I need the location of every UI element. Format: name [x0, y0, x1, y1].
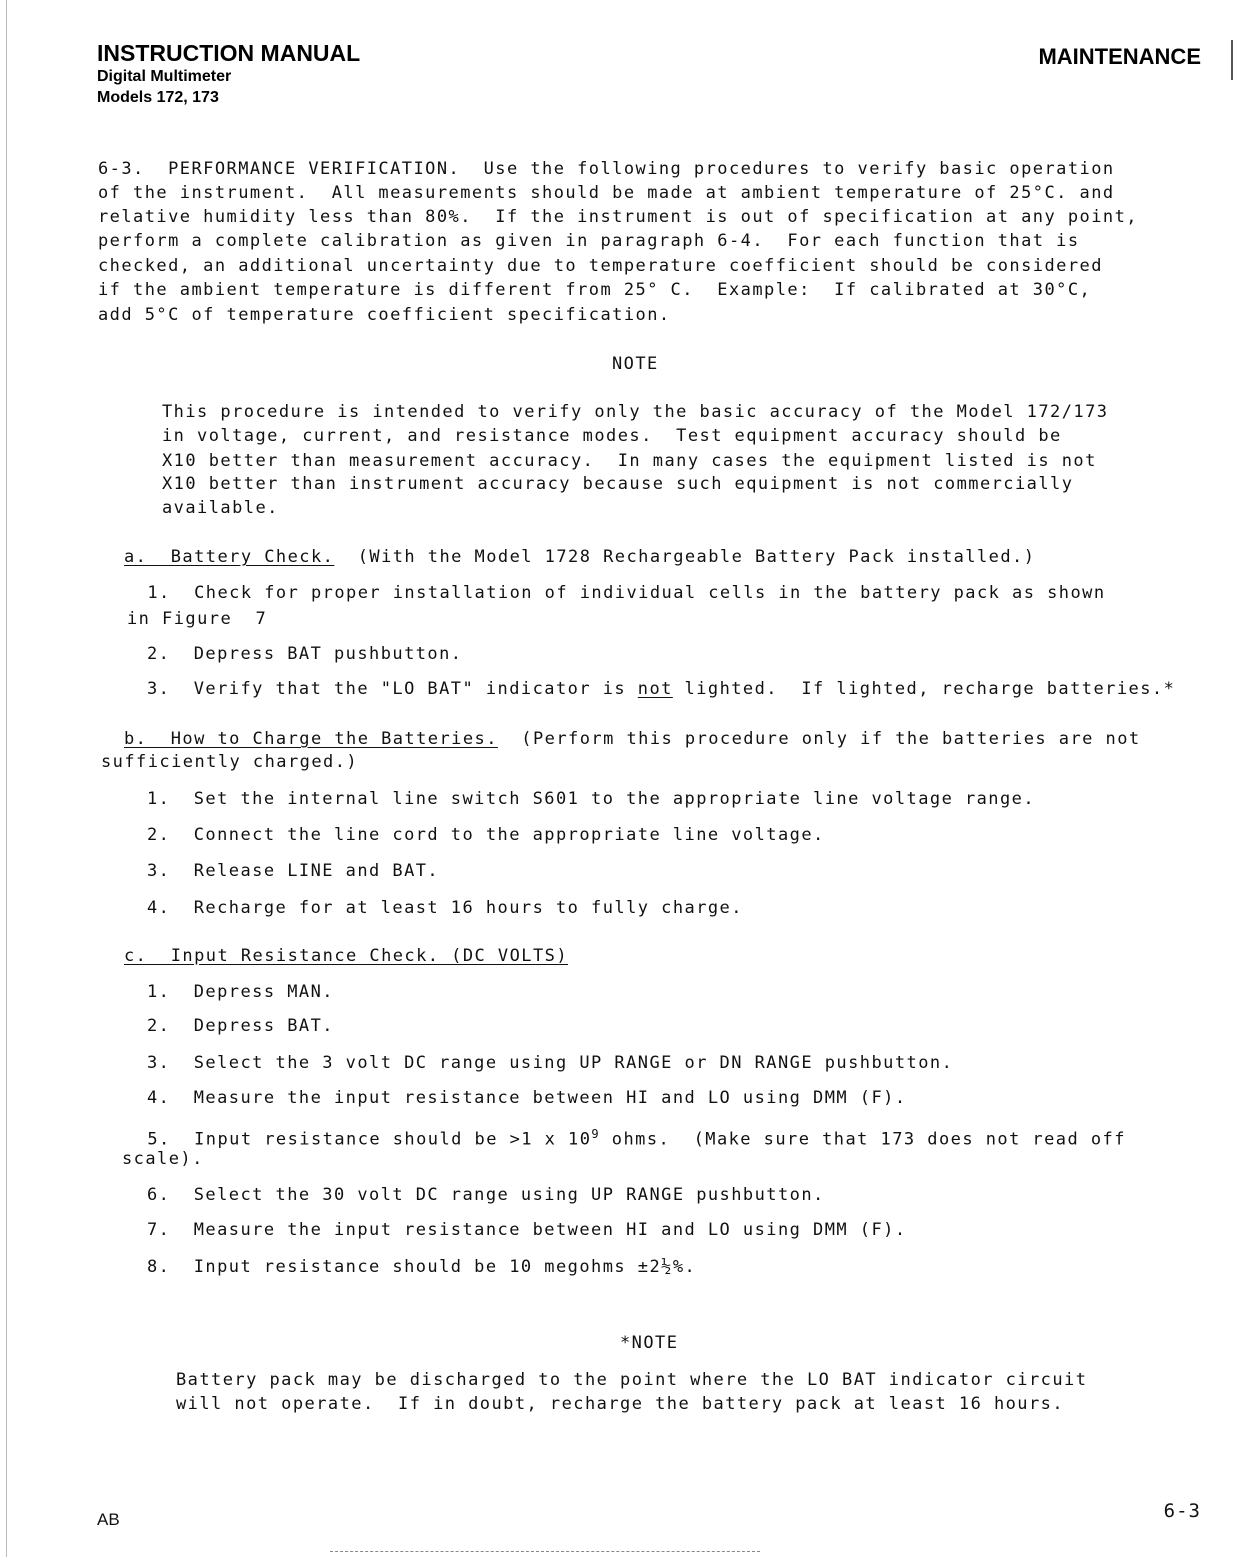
footer-code: AB — [97, 1510, 120, 1529]
step-text: ohms. (Make sure that 173 does not read off — [600, 1129, 1126, 1150]
section-a-description: (With the Model 1728 Rechargeable Battery Pack installed.) — [334, 547, 1036, 567]
manual-title: INSTRUCTION MANUAL — [97, 40, 361, 66]
step-line: 2. Connect the line cord to the appropriate line voltage. — [147, 825, 825, 845]
section-c-heading: c. Input Resistance Check. (DC VOLTS) — [124, 946, 569, 966]
intro-line: relative humidity less than 80%. If the instrument is out of specification at any point, — [98, 207, 1138, 227]
note-heading: *NOTE — [620, 1333, 679, 1353]
step-text: 3. Verify that the "LO BAT" indicator is — [147, 679, 638, 699]
note-line: Battery pack may be discharged to the point where the LO BAT indicator circuit — [176, 1370, 1088, 1390]
emphasis-not: not — [637, 679, 673, 699]
exponent: 9 — [591, 1127, 601, 1141]
section-b-heading — [124, 727, 1141, 751]
step-line: 1. Check for proper installation of individual cells in the battery pack as shown — [124, 583, 1106, 603]
step-line: 3. Release LINE and BAT. — [147, 861, 440, 881]
manual-subtitle-product: Digital Multimeter — [97, 68, 232, 85]
step-text: lighted. If lighted, recharge batteries.* — [672, 679, 1176, 699]
note-line: X10 better than instrument accuracy because such equipment is not commercially — [162, 474, 1074, 494]
step-line: 1. Set the internal line switch S601 to the appropriate line voltage range. — [147, 789, 1036, 809]
scan-edge-right — [1231, 40, 1233, 80]
note-line: will not operate. If in doubt, recharge the battery pack at least 16 hours. — [176, 1394, 1065, 1414]
step-line: 4. Recharge for at least 16 hours to fully charge. — [147, 898, 743, 918]
section-a-heading — [124, 545, 1035, 569]
note-line: available. — [162, 498, 279, 518]
note-heading: NOTE — [612, 354, 659, 374]
intro-line: checked, an additional uncertainty due to temperature coefficient should be considered — [98, 256, 1103, 276]
step-line: scale). — [122, 1149, 204, 1169]
step-line: 6. Select the 30 volt DC range using UP RANGE pushbutton. — [147, 1185, 825, 1205]
step-line: 1. Depress MAN. — [147, 982, 334, 1002]
page-number: 6-3 — [1163, 1500, 1201, 1522]
scan-edge-left — [6, 0, 7, 1557]
scan-artifact-line — [330, 1551, 760, 1553]
section-b-label: b. How to Charge the Batteries. — [124, 729, 498, 749]
section-b-description: (Perform this procedure only if the batteries are not — [497, 729, 1141, 749]
intro-line: perform a complete calibration as given in paragraph 6-4. For each function that is — [98, 231, 1080, 251]
section-header: MAINTENANCE — [1038, 44, 1201, 69]
step-text: 5. Input resistance should be >1 x 10 — [124, 1129, 592, 1150]
step-line — [147, 677, 1175, 701]
step-line: 2. Depress BAT. — [147, 1016, 334, 1036]
step-line: 3. Select the 3 volt DC range using UP RANGE or DN RANGE pushbutton. — [147, 1053, 954, 1073]
note-line: X10 better than measurement accuracy. In many cases the equipment listed is not — [162, 451, 1097, 471]
intro-line: of the instrument. All measurements should be made at ambient temperature of 25°C. and — [98, 183, 1115, 203]
section-a-label: a. Battery Check. — [124, 547, 335, 567]
step-line: 7. Measure the input resistance between HI and LO using DMM (F). — [147, 1220, 907, 1240]
note-line: This procedure is intended to verify only the basic accuracy of the Model 172/173 — [162, 402, 1109, 422]
step-line: 8. Input resistance should be 10 megohms ±2½%. — [147, 1257, 697, 1277]
intro-line: if the ambient temperature is different from 25° C. Example: If calibrated at 30°C, — [98, 280, 1092, 300]
intro-line: add 5°C of temperature coefficient specification. — [98, 305, 671, 325]
step-line: 2. Depress BAT pushbutton. — [147, 644, 463, 664]
step-line: sufficiently charged.) — [101, 752, 359, 772]
step-line — [124, 1122, 1126, 1152]
note-line: in voltage, current, and resistance modes. Test equipment accuracy should be — [162, 426, 1062, 446]
manual-subtitle-models: Models 172, 173 — [97, 89, 219, 106]
step-line: 4. Measure the input resistance between HI and LO using DMM (F). — [147, 1088, 907, 1108]
intro-line: 6-3. PERFORMANCE VERIFICATION. Use the following procedures to verify basic operation — [98, 159, 1115, 179]
step-line: in Figure 7 — [127, 609, 268, 629]
